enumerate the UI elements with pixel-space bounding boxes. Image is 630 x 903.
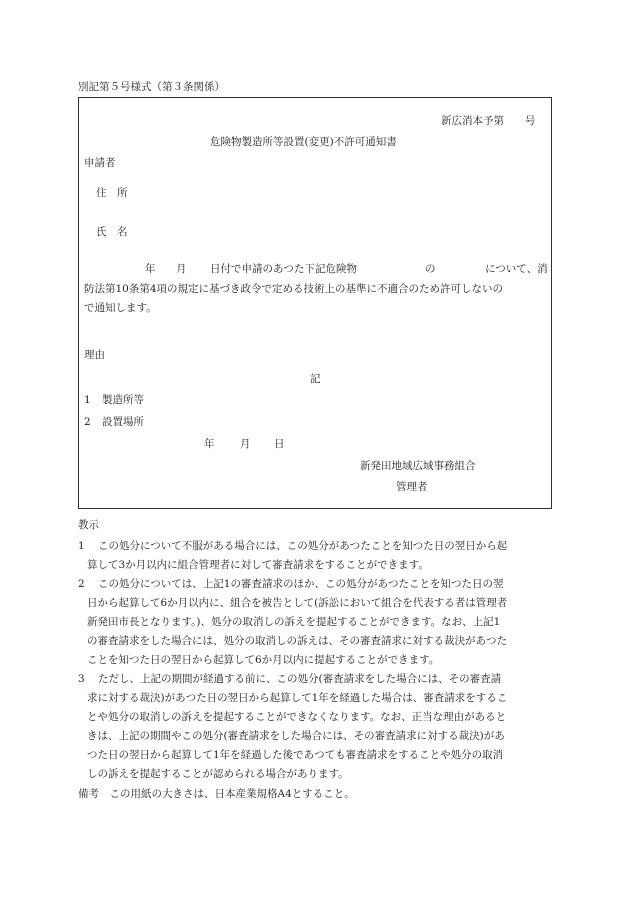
applicant-label: 申請者	[84, 157, 116, 169]
instruction-1-line: 算して3か月以内に組合管理者に対して審査請求をすることができます。	[87, 559, 429, 571]
notice-date-text: 日付で申請のあつた下記危険物	[210, 263, 357, 275]
item-2-label: 設置場所	[102, 416, 144, 428]
instruction-1-line: この処分について不服がある場合には、この処分があつたことを知つた日の翌日から起	[98, 540, 508, 552]
ki-label: 記	[310, 373, 321, 385]
notice-line3: で通知します。	[84, 302, 157, 314]
address-label: 住 所	[96, 187, 128, 199]
instruction-2-num: 2	[78, 578, 85, 590]
instruction-3-line: つた日の翌日から起算して1年を経過した後であつても審査請求をすることや処分の取消	[87, 749, 504, 761]
notice-month: 月	[176, 263, 187, 275]
name-label: 氏 名	[96, 226, 128, 238]
item-2-num: 2	[84, 416, 91, 428]
instruction-2-line: ことを知つた日の翌日から起算して6か月以内に提起することができます。	[87, 654, 440, 666]
document-number: 新広消本予第 号	[441, 115, 536, 127]
instruction-3-line: 求に対する裁決)があつた日の翌日から起算して1年を経過した場合は、審査請求をするこ	[87, 692, 508, 704]
item-1-num: 1	[84, 394, 91, 406]
issuer-org: 新発田地域広域事務組合	[360, 460, 476, 472]
instruction-2-line: 日から起算して6か月以内に、組合を被告として(訴訟において組合を代表する者は管理者	[87, 597, 508, 609]
form-label: 別記第５号様式（第３条関係）	[78, 81, 225, 93]
notice-no: の	[425, 263, 436, 275]
reason-label: 理由	[84, 349, 105, 361]
instruction-3-line: とや処分の取消しの訴えを提起することができなくなります。なお、正当な理由があると	[87, 711, 507, 723]
document-title: 危険物製造所等設置(変更)不許可通知書	[210, 136, 397, 148]
instruction-2-line: この処分については、上記1の審査請求のほか、この処分があつたことを知つた日の翌	[98, 578, 504, 590]
item-1-label: 製造所等	[102, 394, 144, 406]
instruction-1-num: 1	[78, 540, 85, 552]
instruction-2-line: の審査請求をした場合には、処分の取消しの訴えは、その審査請求に対する裁決があつた	[87, 635, 507, 647]
issuer-title: 管理者	[396, 481, 428, 493]
notice-line1-tail: について、消	[485, 263, 548, 275]
remark: 備考 この用紙の大きさは、日本産業規格A4とすること。	[78, 788, 355, 800]
instruction-3-line: しの訴えを提起することが認められる場合があります。	[87, 768, 349, 780]
date-day: 日	[274, 438, 285, 450]
instruction-3-line: ただし、上記の期間が経過する前に、この処分(審査請求をした場合には、その審査請	[98, 673, 502, 685]
date-month: 月	[240, 438, 251, 450]
date-year: 年	[204, 438, 215, 450]
instruction-3-line: きは、上記の期間やこの処分(審査請求をした場合には、その審査請求に対する裁決)があ	[87, 730, 505, 742]
notice-line2: 防法第10条第4項の規定に基づき政令で定める技術上の基準に不適合のため許可しないの	[84, 283, 504, 295]
instruction-2-line: 新発田市長となります。)、処分の取消しの訴えを提起することができます。なお、上記1	[87, 616, 501, 628]
notice-year: 年	[145, 263, 156, 275]
instruction-heading: 教示	[78, 519, 99, 531]
instruction-3-num: 3	[78, 673, 85, 685]
